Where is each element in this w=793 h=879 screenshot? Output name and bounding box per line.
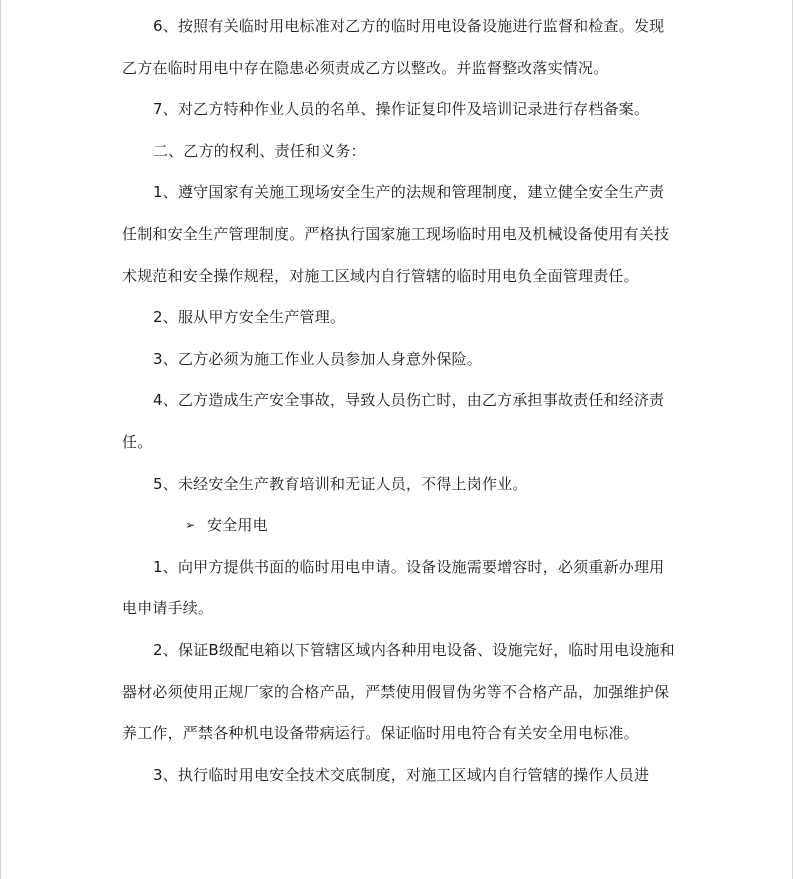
paragraph-b-item-4: 4、乙方造成生产安全事故，导致人员伤亡时，由乙方承担事故责任和经济责任。 bbox=[122, 391, 665, 451]
paragraph-b-item-2: 2、服从甲方安全生产管理。 bbox=[153, 308, 346, 327]
paragraph-item-6: 6、按照有关临时用电标准对乙方的临时用电设备设施进行监督和检查。发现乙方在临时用电中存在隐患必须责成乙方以整改。并监督整改落实情况。 bbox=[122, 17, 665, 77]
paragraph-electricity-item-3: 3、执行临时用电安全技术交底制度，对施工区域内自行管辖的操作人员进 bbox=[153, 765, 650, 784]
paragraph-item-7: 7、对乙方特种作业人员的名单、操作证复印件及培训记录进行存档备案。 bbox=[153, 100, 650, 119]
arrow-bullet-icon: ➢ bbox=[185, 518, 196, 533]
paragraph-b-item-1: 1、遵守国家有关施工现场安全生产的法规和管理制度，建立健全安全生产责任制和安全生产管理制度。严格执行国家施工现场临时用电及机械设备使用有关技术规范和安全操作规程，对施工区域内自行管辖的临时用电负全面管理责任。 bbox=[122, 183, 670, 285]
paragraph-b-item-3: 3、乙方必须为施工作业人员参加人身意外保险。 bbox=[153, 349, 482, 368]
subheading-safe-electricity bbox=[122, 505, 677, 547]
section-heading-party-b: 二、乙方的权利、责任和义务： bbox=[153, 141, 366, 160]
paragraph-b-item-5: 5、未经安全生产教育培训和无证人员，不得上岗作业。 bbox=[153, 474, 528, 493]
page-edge-left bbox=[0, 0, 1, 879]
subheading-text: 安全用电 bbox=[207, 516, 268, 535]
paragraph-electricity-item-2: 2、保证B级配电箱以下管辖区域内各种用电设备、设施完好，临时用电设施和器材必须使用正规厂家的合格产品，严禁使用假冒伪劣等不合格产品，加强维护保养工作，严禁各种机电设备带病运行。保证临时用电符合有关安全用电标准。 bbox=[122, 640, 675, 743]
paragraph-electricity-item-1: 1、向甲方提供书面的临时用电申请。设备设施需要增容时，必须重新办理用电申请手续。 bbox=[122, 557, 665, 618]
document-body bbox=[122, 6, 677, 796]
